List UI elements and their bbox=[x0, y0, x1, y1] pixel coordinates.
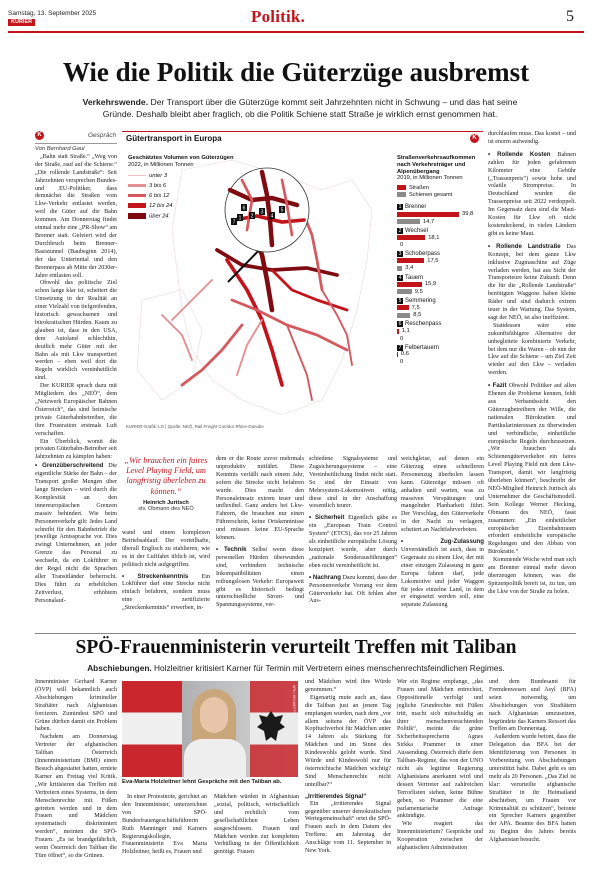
right-b2: Das Konzept, bei dem ganze Lkw inklusive Zugmaschine auf Züge verladen werden, hat aus Sicht der Transporteure keine Zukunft. Denn die für die „Rollende Landstraße“ benötigten Waggons haben kleine Räder und sind dadurch extrem teuer in der Wartung. Das System, sagt der NEÖ, ist also ineffizient. bbox=[488, 243, 577, 321]
second-col5-p2: Wie reagiert das Innenministerium? Gespräche und Kooperation zwischen der afghanischen Administration bbox=[397, 821, 483, 852]
second-col4-subhead: „Irritierendes Signal“ bbox=[305, 792, 367, 800]
pass-row bbox=[397, 204, 483, 225]
right-b3: Stattdessen wäre eine zukunftsfähigere Alternative der unbegleitete kombinierte Verkehr, bei dem nur die Waren – ob nun der Lkw auf die Schiene – um Ziel Zeit wieder auf den Lkw – verladen werden. bbox=[488, 322, 576, 377]
road-bar bbox=[397, 258, 424, 263]
article-col5 bbox=[401, 456, 484, 631]
pass-name: Reschenpass bbox=[405, 321, 442, 328]
road-value: 1,1 bbox=[401, 328, 410, 335]
col4-bullet1-head: • Sicherheit bbox=[309, 514, 345, 522]
rail-value: 0 bbox=[400, 358, 404, 365]
col3-text: dem er die Route zuvor mehrmals unproduktiv mitfährt. Diese Kenntnis verfällt nach einem Jahr, sofern die Strecke nicht befahren wurde. Dies macht den Personaleinsatz extrem teuer und unflexibel. Ganz anders bei Lkw-Fahrern, die brauchen nur einen Führerschein, keine Ortskenntnisse und müssen keine EU-Sprache können. bbox=[216, 456, 304, 542]
second-col6-p2: Außerdem wurde betont, dass die Delegation das BFA bei der Identifizierung von Personen in Vorbereitung von Abschiebungen unterstützt habe. Dabei geht es um mehr als 20 Personen. „Das Ziel ist klar: verurteilte afghanische Straftäter in ihr Heimatland abschieben, um Frauen vor Kriminalität zu schützen“, betonte ein Sprecher Karners gegenüber der APA. Beamte des BFA hatten zu Beginn des Jahres bereits Afghanistan besucht. bbox=[489, 734, 576, 844]
pass-number: 1 bbox=[398, 204, 402, 211]
photo-caption: Eva-Maria Holzleitner lehnt Gespräche mit den Taliban ab. bbox=[122, 779, 282, 785]
person-body bbox=[184, 739, 246, 779]
col2-bullet-head: • Streckenkenntnis bbox=[122, 572, 189, 580]
road-bar-row bbox=[397, 304, 483, 312]
article-col3 bbox=[216, 456, 304, 631]
byline: Von Bernhard Gaul bbox=[35, 146, 85, 152]
rail-value: 0 bbox=[400, 242, 404, 249]
road-value: 39,8 bbox=[462, 211, 474, 218]
legend-label: 6 bis 12 bbox=[149, 193, 170, 199]
pass-row bbox=[397, 321, 483, 342]
article-col1 bbox=[35, 146, 117, 604]
second-col2 bbox=[122, 794, 207, 866]
col3-bullet-head: • Technik bbox=[216, 545, 247, 553]
second-col3 bbox=[214, 794, 299, 866]
rail-bar-row bbox=[397, 265, 483, 273]
second-col6 bbox=[489, 679, 576, 867]
second-col2-text: In einer Protestnote, gerichtet an den Innenminister, unterzeichnet von SPÖ-Bundesfrauengeschäftsführerin Ruth Manninger und Karners Regierungskollegin, Frauenministerin Eva Maria Holzleitner, heißt es, Frauen und bbox=[122, 794, 207, 856]
road-bar bbox=[397, 329, 399, 334]
pass-chart-sub: 2019, in Millionen Tonnen bbox=[397, 175, 463, 182]
road-value: 18,1 bbox=[428, 234, 440, 241]
svg-text:1: 1 bbox=[238, 215, 242, 222]
second-rule bbox=[35, 633, 576, 634]
svg-text:4: 4 bbox=[270, 213, 274, 220]
pass-row bbox=[397, 228, 483, 249]
road-swatch bbox=[397, 185, 406, 190]
rail-bar-row bbox=[397, 311, 483, 319]
land-outline bbox=[137, 290, 202, 400]
kicker: Gespräch bbox=[88, 132, 117, 139]
col5-bullet-head: • Zug-Zulassung bbox=[401, 538, 484, 546]
rail-bar-row bbox=[397, 241, 483, 249]
quote-name: Heinrich Juritsch bbox=[143, 499, 189, 506]
legend-label: unter 3 bbox=[149, 173, 168, 179]
svg-text:5: 5 bbox=[280, 207, 284, 214]
col5-text: weichgleise, auf denen ein Güterzug einen schnelleren Personenzug überholen lassen kann. Güterzüge müssen oft anhalten und warten, was zu massiven Verspätungen und mangelnder Planbarkeit führt. Der Vorschlag, den Güterverkehr in der Nacht zu verlagern, scheitert an Nachtfahrverboten. bbox=[401, 456, 484, 534]
road-bar bbox=[397, 305, 409, 310]
paper-logo: KURIER bbox=[8, 19, 35, 26]
photo-credit: APA / HELMUT FOHRINGER bbox=[292, 685, 296, 732]
legend-label: 12 bis 24 bbox=[149, 203, 173, 210]
col4-bullet2: Dazu kommt, dass der Personenverkehr Vorrang vor dem Güterverkehr hat. Oft fehlen aber Aus- bbox=[309, 574, 397, 605]
legend-sub: 2022, in Millionen Tonnen bbox=[128, 162, 194, 168]
right-b4-head: • Fazit bbox=[488, 382, 507, 390]
col4-bullet2-head: • Nachrang bbox=[309, 573, 341, 581]
road-bar-row bbox=[397, 327, 483, 335]
pass-number: 4 bbox=[398, 274, 402, 281]
second-col1-p1: Innenminister Gerhard Karner (ÖVP) will bekanntlich auch Abschiebungen krimineller Straftäter nach Afghanistan forcieren. Zumindest SPÖ und Grüne dürften damit ein Problem haben. bbox=[35, 679, 117, 733]
road-bar bbox=[397, 212, 459, 217]
road-bar-row bbox=[397, 210, 483, 218]
right-top: durchlaufen muss. Das kostet – und ist enorm aufwendig. bbox=[488, 131, 576, 145]
pass-number: 5 bbox=[398, 297, 402, 304]
pass-name: Schoberpass bbox=[405, 251, 441, 258]
col1-p2: Obwohl das politische Ziel schon lange klar ist, scheitert die Umsetzung in der Realität an einer Vielzahl von tiefgreifenden, historisch gewachsenen und bürokratischen Hürden. Kaum zu glauben ist, dass in den USA, dem Autoland schlechthin, deutlich mehr Güter mit der Bahn als mit Lkw transportiert werden – eben weil dort die Regeln wirklich vereinheitlicht sind. bbox=[35, 280, 117, 382]
pass-chart-title: Straßenverkehrsaufkommen nach Verkehrsträger und Alpenübergang bbox=[397, 155, 476, 175]
article-col2 bbox=[122, 530, 210, 630]
deck-lead: Verkehrswende. bbox=[82, 97, 149, 107]
rail-bar bbox=[397, 313, 410, 318]
rail-value: 3,4 bbox=[405, 265, 414, 272]
pass-name: Wechsel bbox=[405, 227, 428, 234]
pass-row bbox=[397, 345, 483, 366]
legend-label: 3 bis 6 bbox=[149, 183, 167, 189]
svg-text:2: 2 bbox=[250, 213, 254, 220]
road-value: 15,9 bbox=[424, 281, 437, 288]
header-rule bbox=[8, 31, 584, 33]
svg-text:3: 3 bbox=[260, 209, 264, 216]
pass-name: Tauern bbox=[405, 274, 424, 281]
person-face bbox=[200, 697, 228, 733]
pass-chart bbox=[397, 155, 483, 368]
col1-bullet: Die eigentliche Stärke der Bahn – der Transport großer Mengen über lange Strecken – wird durch die Komplexität an den innereuropäischen Grenzen massiv behindert. Wie beim Personenverkehr gilt: Jedes Land schreibt für den Bahnbetrieb die jeweilige Amtssprache vor. Dies zwingt Unternehmen, an jeder Grenze das Personal zu wechseln, da ein Lokführer in der Regel nicht die Sprachen aller Transitländer beherrscht. Dies führt zu erheblichen Zeitverlust, erhöhtem Personalauf- bbox=[35, 463, 117, 604]
inset-marker bbox=[231, 218, 237, 226]
pass-number: 2 bbox=[398, 227, 402, 234]
rail-corridor bbox=[172, 280, 212, 320]
article-col4 bbox=[309, 456, 397, 631]
article-photo bbox=[122, 681, 298, 777]
right-b1: Bahnen zahlen für jeden gefahrenen Kilometer eine Gebühr („Trassenpreis“) sowie hohe und volatile Strompreise. In Deutschland wurden die Trassenpreise seit 2022 verdoppelt. Im Gegensatz dazu sind die Maut-Kosten für Lkw oft nicht kostendeckend, in vielen Ländern gibt es keine Maut. bbox=[488, 151, 576, 237]
map-title: Gütertransport in Europa bbox=[126, 134, 222, 143]
second-col1-p2: Nachdem am Donnerstag Vertreter der afghanischen Taliban Österreich (Innenministerium (BMI) einen Besuch abgestattet hatten, erntete Karner am Freitag viel Kritik. „Wir kritisieren das Treffen mit Vertretern eines Systems, in dem Menschenrechte mit Füßen getreten werden und in dem Frauen und Mädchen systematisch diskriminiert werden“, meinten die SPÖ-Frauen. „Es ist brandgefährlich, wenn Österreich den Taliban die Türe öffnet“, so die Grünen. bbox=[35, 734, 117, 859]
pass-row bbox=[397, 298, 483, 319]
col3-bullet: Selbst wenn diese personellen Hürden überwunden sind, verhindern technische Inkompatibilitäten einen reibungslosen Verkehr: Europaweit gibt es historisch bedingt unterschiedliche Strom- und Spannungssysteme, ver- bbox=[216, 546, 305, 609]
right-b5: Kommende Woche wird man sich am Brenner einmal mehr davon überzeugen können, was die Spitzenpolitik bereit ist, zu tun, um die Lkw von der Straße zu holen. bbox=[488, 557, 576, 595]
road-bar-row bbox=[397, 351, 483, 359]
col1-p4: Ein Überblick, womit die privaten Güterbahn-Betreiber seit Jahrzehnten zu kämpfen haben: bbox=[35, 438, 117, 461]
rail-value: 14,7 bbox=[422, 218, 435, 225]
second-headline: SPÖ-Frauenministerin verurteilt Treffen mit Taliban bbox=[75, 637, 517, 658]
rail-corridor bbox=[287, 325, 312, 400]
page-number: 5 bbox=[566, 8, 574, 25]
inset-marker bbox=[241, 204, 247, 212]
road-value: 0,6 bbox=[400, 351, 409, 358]
pass-name: Felbertauern bbox=[405, 344, 440, 351]
main-headline: Wie die Politik die Güterzüge ausbremst bbox=[62, 57, 530, 87]
quote-text: „Wir brauchen ein faires Level Playing Field, um langfristig überleben zu können.“ bbox=[124, 456, 208, 496]
right-b1-head: • Rollende Kosten bbox=[488, 150, 551, 158]
col4-text: schiedene Signalsysteme und Zugsicherungssysteme – eine Vereinheitlichung findet nicht statt. So sind der Einsatz von Mehrsystem-Lokomotiven nötig, diese sind in der Anschaffung wesentlich teurer. bbox=[309, 456, 397, 510]
col2-text: wand und einem komplexen Betriebsablauf. Der vorteilhafte, überall Englisch zu etablieren, wie es in der Luftfahrt üblich ist, wird politisch nicht aufgegriffen. bbox=[122, 530, 210, 568]
inset-marker bbox=[237, 214, 243, 222]
second-col3-text: Mädchen würden in Afghanistan „sozial, politisch, wirtschaftlich und rechtlich vom gesellschaftlichen Leben ausgeschlossen. Frauen und Mädchen werden zur kompletten Verhüllung in der Öffentlichkeit genötigt. Frauen bbox=[214, 794, 299, 856]
map-badge: K bbox=[470, 134, 479, 143]
deck-text: Der Transport über die Güterzüge kommt seit Jahrzehnten nicht in Schwung – und das hat seine Gründe. Deshalb bleibt aber fraglich, ob die Politik Schiene statt Straße je wirklich ernst genommen hat. bbox=[102, 97, 518, 119]
bullet-head: • Grenzüberschreitend bbox=[35, 462, 104, 470]
pass-number: 7 bbox=[398, 344, 402, 351]
pass-name: Semmering bbox=[405, 297, 436, 304]
pass-number: 6 bbox=[398, 321, 402, 328]
svg-text:6: 6 bbox=[242, 205, 246, 212]
col2-bullet: Ein Lokführer darf eine Strecke nicht einfach befahren, sondern muss eine zertifizierte „Streckenkenntnis“ erwerben, in- bbox=[122, 573, 210, 612]
second-deck bbox=[0, 663, 592, 673]
col5-bullet: Unverständlich ist auch, dass in Gegensatz zu einem Lkw, der mit einer einzigen Zulassung in ganz Europa fahren darf, jede Lokomotive und jeder Waggon für jedes einzelne Land, in dem er eingesetzt werden soll, eine separate Zulassung bbox=[401, 546, 484, 609]
rail-bar-row bbox=[397, 288, 483, 296]
pass-name: Brenner bbox=[405, 204, 427, 211]
map-credit: KURIER-Grafik: LG | Quelle: NEÖ, Rail Freight Corridor Rhine-Danube bbox=[126, 424, 264, 429]
right-b4: Obwohl Politiker auf allen Ebenen die Probleme kennen, fehlt aus Verbandssicht den Güterzugbetreibern der Wille, die nationalen Bürokratien und Partikularinteressen zu überwinden und verbindliche, einheitliche europäische Regeln durchzusetzen. „Wir brauchen als Schienengüterverkehre ein faires Level Playing Field mit dem Lkw-Transport, damit wir langfristig überleben können“, beschreibt der NEÖ-Mitglied Heinrich Juritsch als Unternehmer die Geschäftsmodell. Sein Kollege Werner Hecking, Obmann des NEÖ, fasst zusammen: „Ein einheitlicher europäischer Eisenbahnraum erfordert einheitliche europäische Regelungen und den Abbau von Bürokratie.“ bbox=[488, 383, 576, 556]
rail-corridor bbox=[322, 290, 352, 365]
rail-bar bbox=[397, 266, 402, 271]
second-col5-p1: Wer ein Regime empfange, „das Frauen und Mädchen entrechtet, Oppositionelle verfolgt und jegliche Grundrechte mit Füßen tritt, macht sich mitschuldig an ihrer menschenverachtenden Politik“, meinte die grüne Sicherheitssprecherin Agnes Sirkka Prammer in einer Aussendung. Österreich dürfe dem Taliban-Regime, das von der UNO nicht als legitime Regierung Afghanistans anerkannt wird und dessen Vertreter auf zahlreichen Terrorlisten stehen, keine Bühne geben, so Prammer die eine parlamentarische Anfrage ankündigte. bbox=[397, 679, 483, 820]
header-date: Samstag, 13. September 2025 bbox=[8, 10, 97, 17]
legend-title: Geschätztes Volumen von Güterzügen bbox=[128, 155, 234, 161]
road-value: 7,5 bbox=[411, 304, 420, 311]
road-bar-row bbox=[397, 257, 483, 265]
rail-bar-row bbox=[397, 358, 483, 366]
second-col6-p1: und dem Bundesamt für Fremdenwesen und Asyl (BFA) seien notwendig, um Abschiebungen von Straftätern nach Afghanistan umzusetzen, begründete das Karners Ressort das Treffen am Donnerstag. bbox=[489, 679, 576, 733]
rail-value: 9,5 bbox=[414, 288, 423, 295]
rail-bar-row bbox=[397, 335, 483, 343]
rail-bar bbox=[397, 219, 420, 224]
second-col4-p1: und Mädchen wird ihre Würde genommen.“ bbox=[305, 679, 391, 693]
article-right-col bbox=[488, 131, 576, 628]
second-col4-p2: Eigenartig mute auch an, dass die Taliban just an jenem Tag empfangen wurden, nach dem „vor allem seitens der ÖVP das Kopftuchverbot für Mädchen unter 14 Jahren als Stärkung für Mädchen und im Sinne des Kindeswohls gelobt wurde. Sind Würde und Kindeswohl nur für österreichische Mädchen wichtig? Sind Menschenrechte nicht unteilbar?“ bbox=[305, 694, 391, 788]
quote-role: stv. Obmann des NEÖ bbox=[138, 505, 194, 512]
rail-value: 8,5 bbox=[413, 312, 422, 319]
rail-legend: Schienen gesamt bbox=[409, 192, 453, 199]
col4-bullet1: Eigentlich gäbe es ein „European Train Control System“ (ETCS), das vor 25 Jahren als einheitliche europäische Lösung konzipiert wurde, aber durch „nationale Sonderausführungen“ eben nicht vereinheitlicht ist. bbox=[309, 515, 397, 569]
eagle-emblem-icon bbox=[256, 709, 286, 745]
rail-swatch bbox=[397, 192, 406, 197]
road-bar-row bbox=[397, 281, 483, 289]
legend-label: über 24 bbox=[149, 213, 169, 220]
flag-red-1 bbox=[122, 681, 182, 777]
col1-p3: Der KURIER sprach dazu mit Mitgliedern des „NEÖ“, dem „Netzwerk Europäischer Bahnen Österreich“, das sind heimische private Güterbahnbetreiber, die ihre Frustration erstmals Luft verschaffen. bbox=[35, 383, 117, 437]
svg-text:7: 7 bbox=[232, 219, 236, 226]
road-bar-row bbox=[397, 234, 483, 242]
second-col4 bbox=[305, 679, 391, 867]
road-legend: Straßen bbox=[409, 185, 429, 192]
pass-row bbox=[397, 275, 483, 296]
rail-bar bbox=[397, 289, 412, 294]
pull-quote bbox=[122, 456, 210, 512]
rail-bar-row bbox=[397, 218, 483, 226]
inset-marker bbox=[269, 212, 275, 220]
inset-marker bbox=[279, 206, 285, 214]
road-bar bbox=[397, 352, 398, 357]
rail-corridor bbox=[162, 315, 192, 360]
second-col4-p3: Ein „irritierendes Signal gegenüber unserer demokratischen Wertegemeinschaft“ ortet die SPÖ-Frauen auch in dem Datum des Treffens: am Jahrestag der Anschläge vom 11. September in New York. bbox=[305, 800, 391, 855]
second-deck-text: Holzleitner kritisiert Karner für Termin mit Vertretern eines menschenrechtsfeindlichen Regimes. bbox=[154, 663, 505, 673]
pass-row bbox=[397, 251, 483, 272]
rail-corridor bbox=[227, 260, 282, 385]
kurier-badge: K bbox=[35, 131, 44, 140]
col1-p1: „Bahn statt Straße.“ „Weg von der Straße, rauf auf die Schiene.“ „Die rollende Landstraße“: Seit Jahrzehnten versprechen Bundes- und EU-Politiker, dass demnächst die Straßen vom Lkw-Verkehr entlastet werden, weil die Güter auf die Bahn kommen. Am Donnerstag findet einmal mehr eine „PR-Show“ am Brenner statt. Gefeiert wird der Durchbruch beim Brenner-Basistunnel (Baubeginn 2014), der das Unterinntal und den Brennerpass ab Mitte der 2030er-Jahre entlasten soll. bbox=[35, 153, 117, 279]
road-bar bbox=[397, 235, 425, 240]
right-b2-head: • Rollende Landstraße bbox=[488, 242, 561, 250]
road-bar bbox=[397, 282, 422, 287]
second-deck-lead: Abschiebungen. bbox=[87, 663, 152, 673]
section-title: Politik. bbox=[251, 7, 306, 26]
pass-number: 3 bbox=[398, 251, 402, 258]
kicker-rule bbox=[35, 143, 117, 144]
rail-value: 0 bbox=[400, 335, 404, 342]
main-deck bbox=[80, 97, 520, 120]
second-col1 bbox=[35, 679, 117, 867]
second-col5 bbox=[397, 679, 483, 867]
road-value: 17,5 bbox=[427, 257, 439, 264]
inset-marker bbox=[249, 212, 255, 220]
inset-marker bbox=[259, 208, 265, 216]
